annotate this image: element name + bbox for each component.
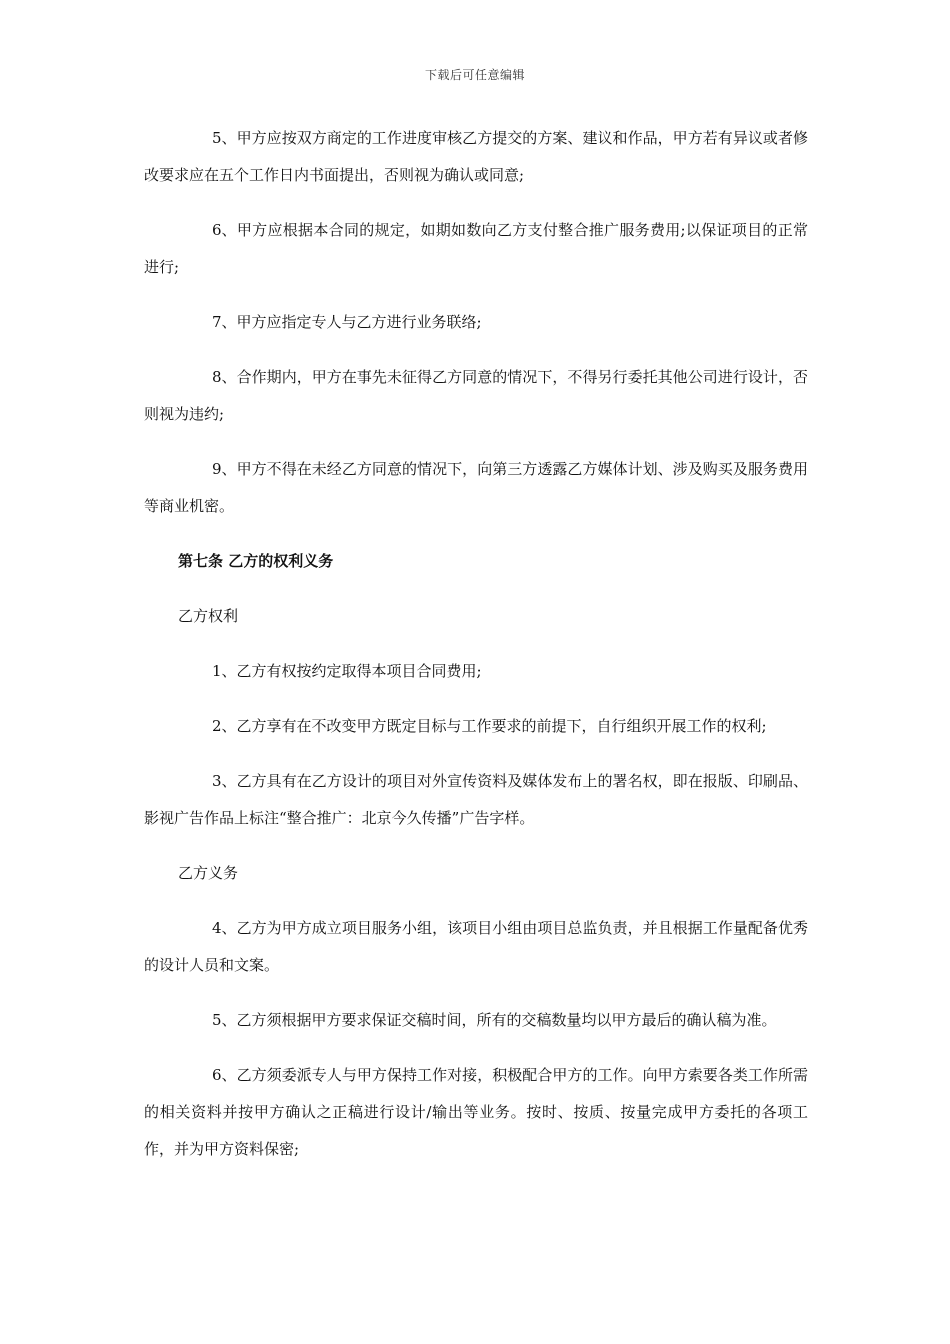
clause-text: 乙方须委派专人与甲方保持工作对接，积极配合甲方的工作。向甲方索要各类工作所需的相关资料并按甲方确认之正稿进行设计/输出等业务。按时、按质、按量完成甲方委托的各项工作，并为甲方资料保密; (144, 1066, 808, 1158)
clause-number: 4、 (212, 919, 237, 937)
clause-text: 乙方有权按约定取得本项目合同费用; (236, 662, 482, 680)
clause-party-b-duty-5 (144, 1002, 808, 1039)
clause-party-a-7 (144, 304, 808, 341)
clause-text: 甲方不得在未经乙方同意的情况下，向第三方透露乙方媒体计划、涉及购买及服务费用等商业机密。 (144, 460, 808, 515)
clause-party-a-6 (144, 212, 808, 286)
clause-text: 甲方应按双方商定的工作进度审核乙方提交的方案、建议和作品，甲方若有异议或者修改要求应在五个工作日内书面提出，否则视为确认或同意; (144, 129, 808, 184)
clause-party-b-duty-6 (144, 1057, 808, 1168)
document-body (144, 120, 808, 1186)
clause-party-b-right-1 (144, 653, 808, 690)
page-header-note: 下载后可任意编辑 (424, 68, 525, 82)
clause-number: 8、 (212, 368, 237, 386)
clause-party-b-right-2 (144, 708, 808, 745)
clause-number: 1、 (212, 662, 237, 680)
clause-text: 乙方为甲方成立项目服务小组，该项目小组由项目总监负责，并且根据工作量配备优秀的设计人员和文案。 (144, 919, 808, 974)
clause-number: 7、 (212, 313, 237, 331)
duties-subheading: 乙方义务 (178, 864, 239, 882)
clause-number: 6、 (212, 221, 237, 239)
clause-party-b-right-3 (144, 763, 808, 837)
clause-party-a-8 (144, 359, 808, 433)
clause-text: 合作期内，甲方在事先未征得乙方同意的情况下，不得另行委托其他公司进行设计，否则视为违约; (144, 368, 808, 423)
clause-number: 5、 (212, 129, 237, 147)
clause-number: 5、 (212, 1011, 237, 1029)
clause-number: 9、 (212, 460, 237, 478)
rights-subheading: 乙方权利 (178, 607, 239, 625)
article-7-heading: 第七条 乙方的权利义务 (178, 552, 334, 570)
clause-text: 甲方应指定专人与乙方进行业务联络; (236, 313, 482, 331)
clause-party-b-duty-4 (144, 910, 808, 984)
clause-party-a-5 (144, 120, 808, 194)
clause-number: 2、 (212, 717, 237, 735)
clause-text: 乙方享有在不改变甲方既定目标与工作要求的前提下，自行组织开展工作的权利; (236, 717, 767, 735)
clause-text: 甲方应根据本合同的规定，如期如数向乙方支付整合推广服务费用;以保证项目的正常进行; (144, 221, 808, 276)
clause-party-a-9 (144, 451, 808, 525)
clause-text: 乙方须根据甲方要求保证交稿时间，所有的交稿数量均以甲方最后的确认稿为准。 (236, 1011, 777, 1029)
clause-number: 6、 (212, 1066, 237, 1084)
clause-text: 乙方具有在乙方设计的项目对外宣传资料及媒体发布上的署名权，即在报版、印刷品、影视广告作品上标注“整合推广：北京今久传播”广告字样。 (144, 772, 808, 827)
clause-number: 3、 (212, 772, 237, 790)
